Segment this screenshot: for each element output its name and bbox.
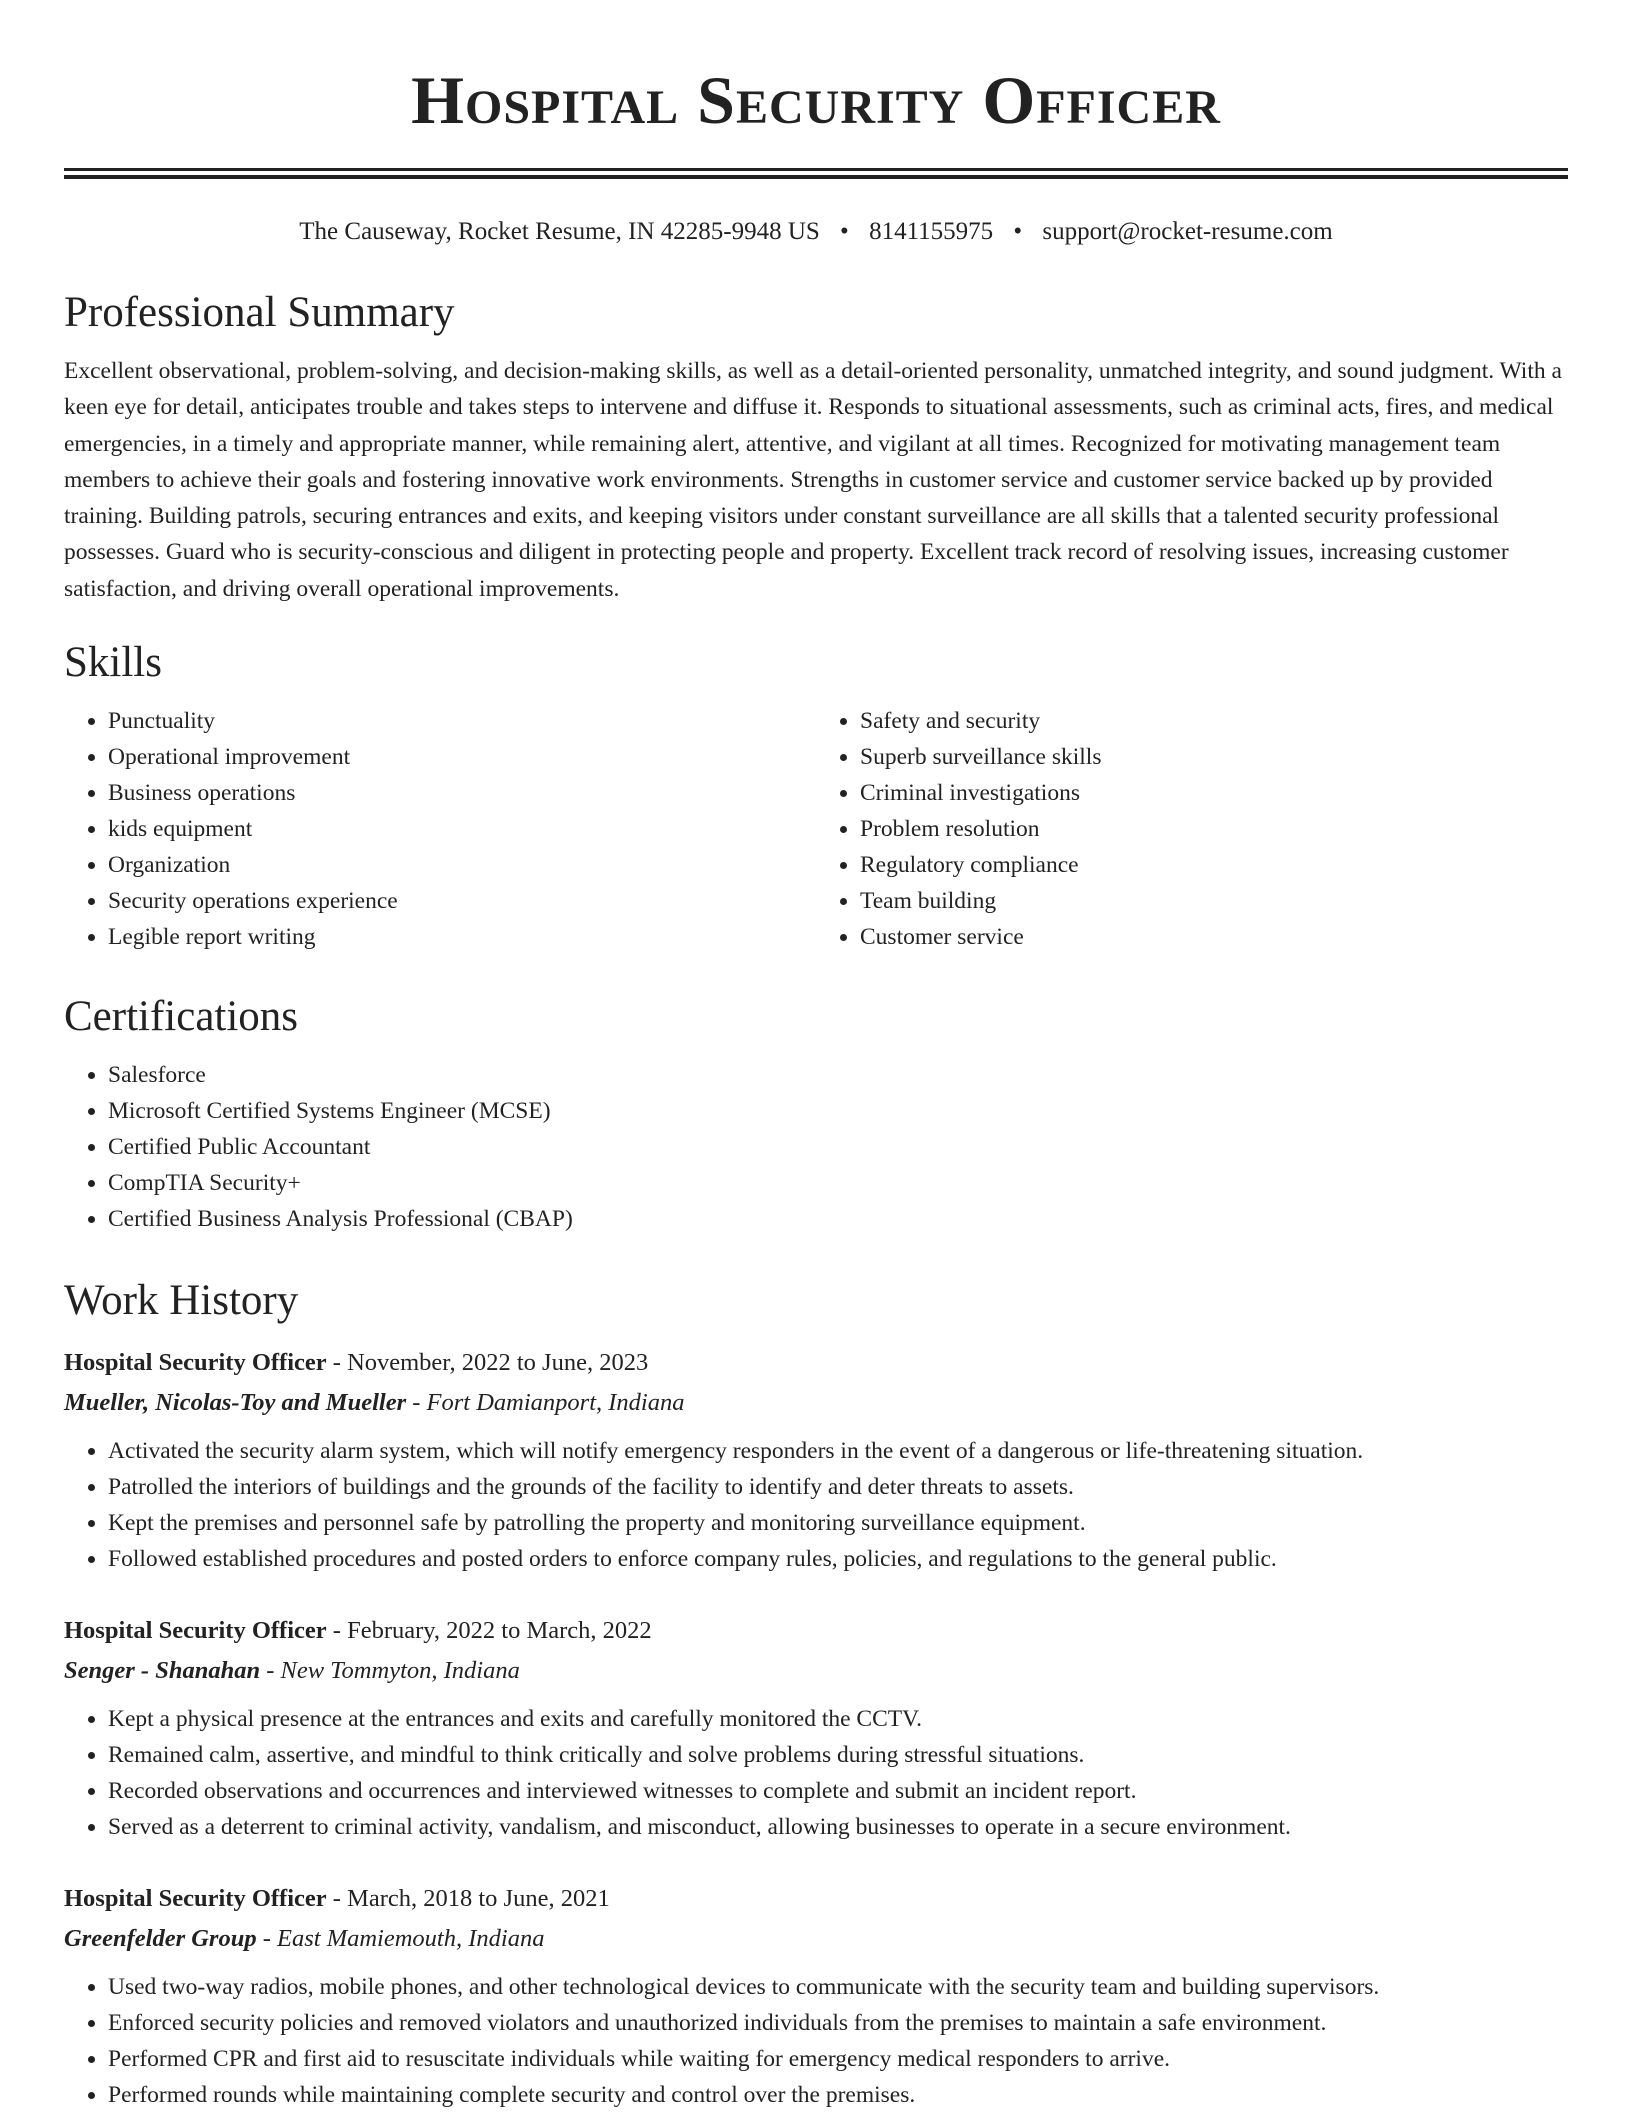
job-company: Mueller, Nicolas-Toy and Mueller bbox=[64, 1389, 407, 1417]
skill-item: • Organization bbox=[108, 847, 816, 883]
skill-item: • Operational improvement bbox=[108, 739, 816, 775]
certification-item: • Microsoft Certified Systems Engineer (MCSE) bbox=[108, 1093, 1568, 1129]
section-title-skills: Skills bbox=[64, 639, 162, 687]
skill-item: • Team building bbox=[860, 883, 1568, 919]
job-bullet: • Activated the security alarm system, which will notify emergency responders in the event of a dangerous or life-threatening situation. bbox=[108, 1433, 1568, 1469]
job-location: New Tommyton, Indiana bbox=[280, 1657, 520, 1685]
job-role: Hospital Security Officer bbox=[64, 1349, 327, 1377]
skill-item: • Safety and security bbox=[860, 703, 1568, 739]
job-entry bbox=[64, 1611, 1568, 1845]
job-bullet: • Kept the premises and personnel safe by patrolling the property and monitoring surveillance equipment. bbox=[108, 1505, 1568, 1541]
job-bullets bbox=[64, 1969, 1568, 2113]
job-entry bbox=[64, 1879, 1568, 2113]
job-location: East Mamiemouth, Indiana bbox=[277, 1925, 545, 1953]
job-bullet: • Used two-way radios, mobile phones, and other technological devices to communicate with the security team and building supervisors. bbox=[108, 1969, 1568, 2005]
contact-address: The Causeway, Rocket Resume, IN 42285-9948 US bbox=[299, 218, 820, 245]
section-title-summary: Professional Summary bbox=[64, 289, 455, 336]
job-bullet: • Performed CPR and first aid to resuscitate individuals while waiting for emergency medical responders to arrive. bbox=[108, 2041, 1568, 2077]
job-company: Senger - Shanahan bbox=[64, 1657, 261, 1685]
contact-email: support@rocket-resume.com bbox=[1042, 218, 1333, 245]
resume-name: Hospital Security Officer bbox=[411, 62, 1221, 138]
job-entry bbox=[64, 1343, 1568, 1577]
job-dates: February, 2022 to March, 2022 bbox=[347, 1617, 652, 1645]
skill-item: • Problem resolution bbox=[860, 811, 1568, 847]
job-bullet: • Kept a physical presence at the entrances and exits and carefully monitored the CCTV. bbox=[108, 1701, 1568, 1737]
skill-item: • Superb surveillance skills bbox=[860, 739, 1568, 775]
section-title-work-history: Work History bbox=[64, 1277, 299, 1325]
job-bullets bbox=[64, 1701, 1568, 1845]
job-bullet: • Enforced security policies and removed violators and unauthorized individuals from the premises to maintain a safe environment. bbox=[108, 2005, 1568, 2041]
job-bullet: • Performed rounds while maintaining complete security and control over the premises. bbox=[108, 2077, 1568, 2113]
certification-item: • CompTIA Security+ bbox=[108, 1165, 1568, 1201]
contact-separator: • bbox=[840, 218, 849, 245]
skill-item: • Punctuality bbox=[108, 703, 816, 739]
job-dates: November, 2022 to June, 2023 bbox=[347, 1349, 649, 1377]
certification-item: • Certified Business Analysis Professional (CBAP) bbox=[108, 1201, 1568, 1237]
skills-list-left bbox=[64, 703, 816, 955]
job-bullet: • Followed established procedures and posted orders to enforce company rules, policies, and regulations to the general public. bbox=[108, 1541, 1568, 1577]
skills-list-right bbox=[816, 703, 1568, 955]
job-title-line: Hospital Security Officer - November, 2022 to June, 2023 bbox=[64, 1349, 649, 1377]
skill-item: • Security operations experience bbox=[108, 883, 816, 919]
skill-item: • Regulatory compliance bbox=[860, 847, 1568, 883]
job-dates: March, 2018 to June, 2021 bbox=[347, 1885, 610, 1913]
header-divider bbox=[64, 168, 1568, 179]
job-bullet: • Served as a deterrent to criminal activity, vandalism, and misconduct, allowing businesses to operate in a secure environment. bbox=[108, 1809, 1568, 1845]
contact-line bbox=[64, 215, 1568, 249]
job-role: Hospital Security Officer bbox=[64, 1617, 327, 1645]
resume-page bbox=[64, 0, 1568, 2113]
certification-item: • Salesforce bbox=[108, 1057, 1568, 1093]
job-bullets bbox=[64, 1433, 1568, 1577]
job-location: Fort Damianport, Indiana bbox=[426, 1389, 685, 1417]
job-bullet: • Patrolled the interiors of buildings and the grounds of the facility to identify and deter threats to assets. bbox=[108, 1469, 1568, 1505]
skill-item: • Criminal investigations bbox=[860, 775, 1568, 811]
job-company-line: Mueller, Nicolas-Toy and Mueller - Fort Damianport, Indiana bbox=[64, 1389, 685, 1417]
skill-item: • Business operations bbox=[108, 775, 816, 811]
job-bullet: • Remained calm, assertive, and mindful to think critically and solve problems during stressful situations. bbox=[108, 1737, 1568, 1773]
certifications-list bbox=[64, 1057, 1568, 1237]
job-role: Hospital Security Officer bbox=[64, 1885, 327, 1913]
job-company-line: Greenfelder Group - East Mamiemouth, Indiana bbox=[64, 1925, 545, 1953]
job-company: Greenfelder Group bbox=[64, 1925, 257, 1953]
skill-item: • Legible report writing bbox=[108, 919, 816, 955]
section-title-certifications: Certifications bbox=[64, 993, 299, 1041]
job-title-line: Hospital Security Officer - March, 2018 to June, 2021 bbox=[64, 1885, 610, 1913]
skills-columns bbox=[64, 703, 1568, 955]
skill-item: • Customer service bbox=[860, 919, 1568, 955]
contact-phone: 8141155975 bbox=[869, 218, 994, 245]
summary-text: Excellent observational, problem-solving, and decision-making skills, as well as a detail-oriented personality, unmatched integrity, and sound judgment. With a keen eye for detail, anticipates trouble and takes steps to intervene and diffuse it. Responds to situational assessments, such as criminal acts, fires, and medical emergencies, in a timely and appropriate manner, while remaining alert, attentive, and vigilant at all times. Recognized for motivating management team members to achieve their goals and fostering innovative work environments. Strengths in customer service and customer service backed up by provided training. Building patrols, securing entrances and exits, and keeping visitors under constant surveillance are all skills that a talented security professional possesses. Guard who is security-conscious and diligent in protecting people and property. Excellent track record of resolving issues, increasing customer satisfaction, and driving overall operational improvements. bbox=[64, 358, 1562, 602]
certification-item: • Certified Public Accountant bbox=[108, 1129, 1568, 1165]
contact-separator: • bbox=[1013, 218, 1023, 245]
skill-item: • kids equipment bbox=[108, 811, 816, 847]
job-bullet: • Recorded observations and occurrences and interviewed witnesses to complete and submit an incident report. bbox=[108, 1773, 1568, 1809]
job-company-line: Senger - Shanahan - New Tommyton, Indiana bbox=[64, 1657, 520, 1685]
job-title-line: Hospital Security Officer - February, 2022 to March, 2022 bbox=[64, 1617, 652, 1645]
